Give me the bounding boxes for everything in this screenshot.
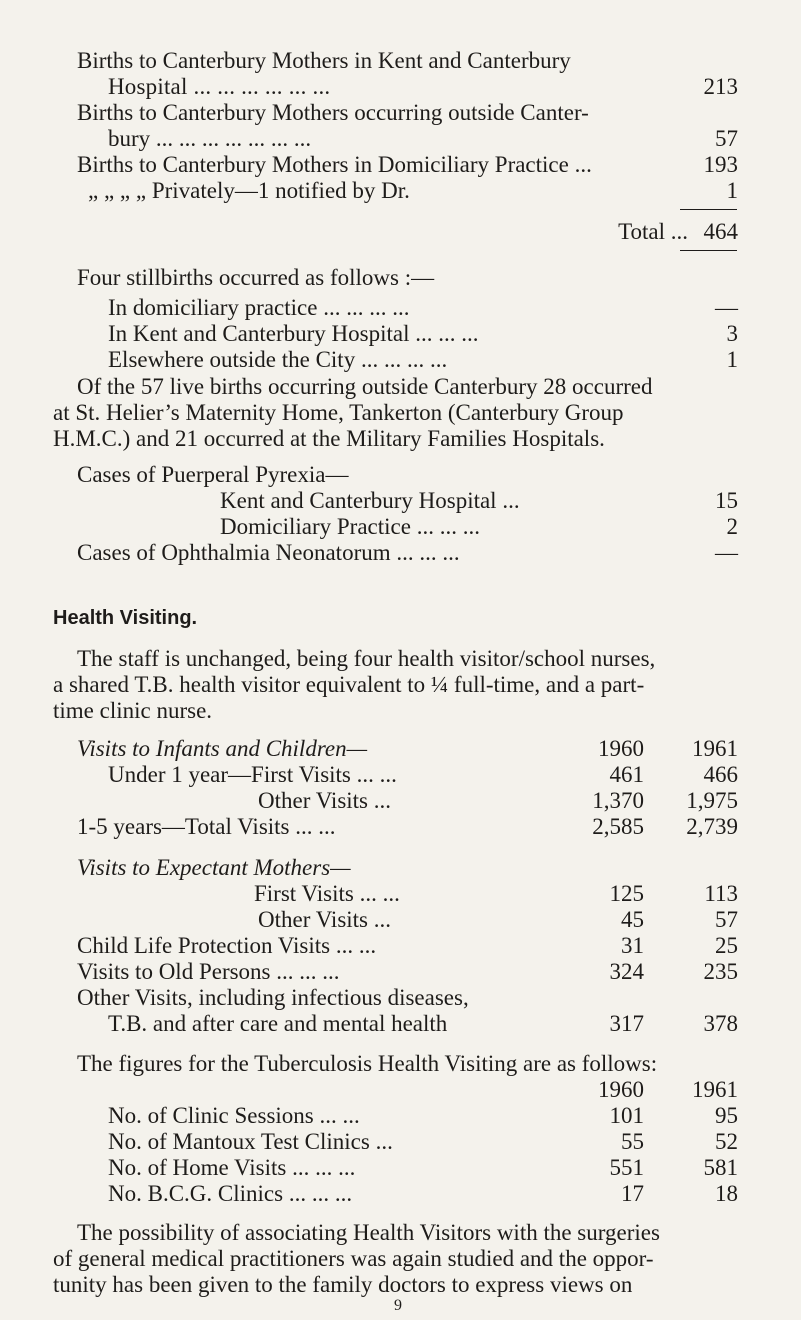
- infants-row-3-label: 1-5 years—Total Visits ... ...: [77, 814, 336, 839]
- puerperal-row-2-label: Domiciliary Practice ... ... ...: [220, 514, 480, 539]
- births-row-2-line-1: Births to Canterbury Mothers occurring outside Canter-: [77, 100, 589, 125]
- health-visiting-heading: Health Visiting.: [53, 607, 198, 629]
- tuberculosis-intro: The figures for the Tuberculosis Health Visiting are as follows:: [77, 1051, 658, 1076]
- births-row-1-value: 213: [703, 74, 738, 99]
- births-row-1-line-2: Hospital ... ... ... ... ... ...: [108, 74, 331, 99]
- infectious-label-line-1: Other Visits, including infectious diseases,: [77, 985, 469, 1010]
- health-paragraph-line-2: a shared T.B. health visitor equivalent to ¼ full-time, and a part-: [53, 672, 645, 697]
- mothers-row-2-1960: 45: [621, 907, 644, 932]
- health-paragraph-line-3: time clinic nurse.: [53, 698, 213, 723]
- mothers-row-1-label: First Visits ... ...: [254, 881, 400, 906]
- tb-row-4-1961: 18: [715, 1181, 738, 1206]
- stillbirths-row-1-value: —: [715, 295, 738, 320]
- infants-row-2-1960: 1,370: [592, 788, 644, 813]
- closing-paragraph-line-1: The possibility of associating Health Visitors with the surgeries: [77, 1220, 660, 1245]
- infants-row-1-label: Under 1 year—First Visits ... ...: [108, 762, 397, 787]
- tb-row-1-1960: 101: [609, 1103, 644, 1128]
- infants-row-2-label: Other Visits ...: [258, 788, 392, 813]
- old-persons-1961: 235: [703, 959, 738, 984]
- year-header-1961: 1961: [692, 736, 738, 761]
- births-total-value: 464: [703, 219, 738, 244]
- infants-heading: Visits to Infants and Children—: [77, 736, 368, 761]
- mothers-heading: Visits to Expectant Mothers—: [77, 855, 351, 880]
- puerperal-row-2-value: 2: [726, 514, 738, 539]
- mothers-row-1-1960: 125: [609, 881, 644, 906]
- outside-paragraph-line-1: Of the 57 live births occurring outside Canterbury 28 occurred: [77, 374, 653, 399]
- mothers-row-2-label: Other Visits ...: [258, 907, 392, 932]
- outside-paragraph-line-2: at St. Helier’s Maternity Home, Tankerton (Canterbury Group: [53, 400, 624, 425]
- outside-paragraph-line-3: H.M.C.) and 21 occurred at the Military Families Hospitals.: [53, 426, 605, 451]
- births-row-1-line-1: Births to Canterbury Mothers in Kent and Canterbury: [77, 48, 571, 73]
- ophthalmia-label: Cases of Ophthalmia Neonatorum ... ... ...: [77, 540, 460, 565]
- infants-row-2-1961: 1,975: [686, 788, 738, 813]
- old-persons-label: Visits to Old Persons ... ... ...: [77, 959, 340, 984]
- old-persons-1960: 324: [609, 959, 644, 984]
- infants-row-1-1961: 466: [703, 762, 738, 787]
- stillbirths-row-2-value: 3: [726, 321, 738, 346]
- tb-row-3-1961: 581: [703, 1155, 738, 1180]
- infants-row-1-1960: 461: [609, 762, 644, 787]
- stillbirths-row-1-label: In domiciliary practice ... ... ... ...: [108, 295, 410, 320]
- births-row-4-label: „ „ „ „ Privately—1 notified by Dr.: [88, 178, 410, 203]
- mothers-row-2-1961: 57: [715, 907, 738, 932]
- infectious-1960: 317: [609, 1011, 644, 1036]
- year-header-1960: 1960: [598, 736, 644, 761]
- tb-year-1960: 1960: [598, 1077, 644, 1102]
- child-life-1961: 25: [715, 933, 738, 958]
- child-life-label: Child Life Protection Visits ... ...: [77, 933, 377, 958]
- stillbirths-row-3-value: 1: [726, 347, 738, 372]
- stillbirths-row-3-label: Elsewhere outside the City ... ... ... ...: [108, 347, 448, 372]
- births-row-2-line-2: bury ... ... ... ... ... ... ...: [108, 126, 312, 151]
- tb-row-3-1960: 551: [609, 1155, 644, 1180]
- tb-row-2-1961: 52: [715, 1129, 738, 1154]
- infectious-1961: 378: [703, 1011, 738, 1036]
- tb-row-2-label: No. of Mantoux Test Clinics ...: [108, 1129, 393, 1154]
- tb-row-2-1960: 55: [621, 1129, 644, 1154]
- tb-year-1961: 1961: [692, 1077, 738, 1102]
- births-row-3-label: Births to Canterbury Mothers in Domiciliary Practice ...: [77, 152, 592, 177]
- stillbirths-row-2-label: In Kent and Canterbury Hospital ... ... ...: [108, 321, 479, 346]
- tb-row-4-label: No. B.C.G. Clinics ... ... ...: [108, 1181, 353, 1206]
- closing-paragraph-line-2: of general medical practitioners was again studied and the oppor-: [53, 1246, 654, 1271]
- puerperal-row-1-label: Kent and Canterbury Hospital ...: [220, 488, 520, 513]
- stillbirths-intro: Four stillbirths occurred as follows :—: [77, 265, 435, 290]
- tb-row-3-label: No. of Home Visits ... ... ...: [108, 1155, 356, 1180]
- child-life-1960: 31: [621, 933, 644, 958]
- births-row-4-value: 1: [726, 178, 738, 203]
- births-row-2-value: 57: [715, 126, 738, 151]
- tb-row-4-1960: 17: [621, 1181, 644, 1206]
- ophthalmia-value: —: [715, 540, 738, 565]
- tb-row-1-label: No. of Clinic Sessions ... ...: [108, 1103, 360, 1128]
- health-paragraph-line-1: The staff is unchanged, being four health visitor/school nurses,: [77, 646, 656, 671]
- page-number: 9: [394, 1297, 402, 1314]
- closing-paragraph-line-3: tunity has been given to the family doctors to express views on: [53, 1272, 633, 1297]
- infants-row-3-1961: 2,739: [686, 814, 738, 839]
- total-rule-bottom: [680, 250, 737, 251]
- infectious-label-line-2: T.B. and after care and mental health: [108, 1011, 448, 1036]
- puerperal-row-1-value: 15: [715, 488, 738, 513]
- tb-row-1-1961: 95: [715, 1103, 738, 1128]
- infants-row-3-1960: 2,585: [592, 814, 644, 839]
- puerperal-heading: Cases of Puerperal Pyrexia—: [77, 462, 349, 487]
- total-rule-top: [680, 209, 737, 210]
- mothers-row-1-1961: 113: [704, 881, 738, 906]
- births-total-label: Total ...: [618, 219, 688, 244]
- births-row-3-value: 193: [703, 152, 738, 177]
